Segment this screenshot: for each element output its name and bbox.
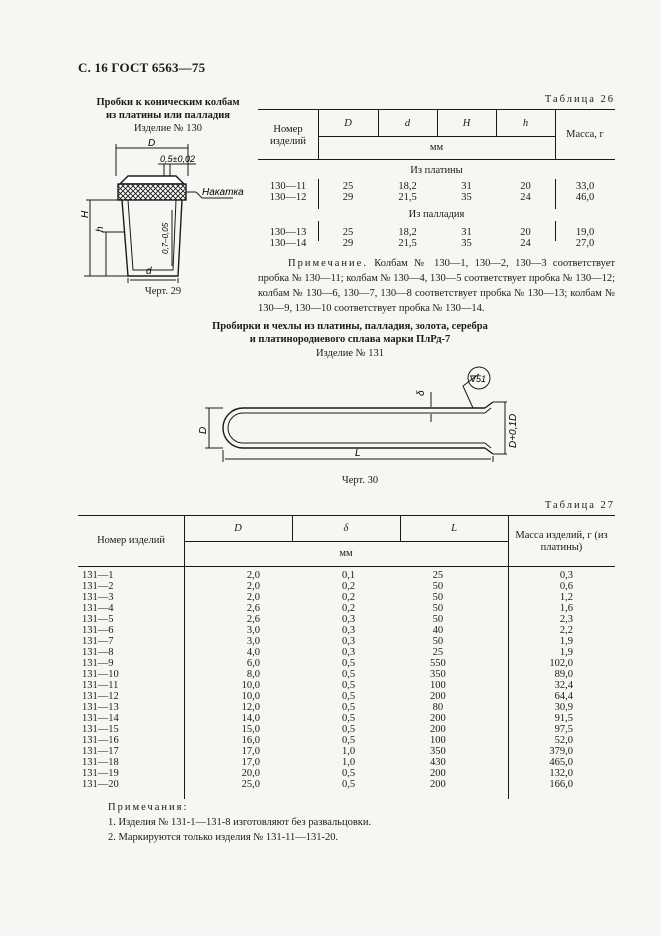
table-row bbox=[258, 192, 615, 203]
cell: 130—14 bbox=[269, 238, 307, 249]
cell: 25 bbox=[432, 570, 444, 581]
table-row bbox=[78, 735, 615, 746]
cell: 91,5 bbox=[554, 713, 573, 724]
cell: 131—15 bbox=[82, 724, 119, 735]
table26-body2 bbox=[258, 227, 615, 249]
section2-title bbox=[150, 320, 550, 346]
cell: 35 bbox=[461, 238, 472, 249]
cell: 25 bbox=[432, 647, 444, 658]
cell: 18,2 bbox=[398, 181, 417, 192]
cell: 131—7 bbox=[82, 636, 114, 647]
cell: 21,5 bbox=[398, 192, 417, 203]
section2-title-line1: Пробирки и чехлы из платины, палладия, золота, серебра bbox=[212, 321, 488, 332]
dim-d: d bbox=[146, 266, 152, 277]
cell: 131—12 bbox=[82, 691, 119, 702]
cell: 19,0 bbox=[575, 227, 595, 238]
section1-title bbox=[78, 96, 258, 122]
cell: 0,2 bbox=[341, 592, 356, 603]
cell: 131—14 bbox=[82, 713, 119, 724]
cell: 14,0 bbox=[241, 713, 261, 724]
cell: 131—6 bbox=[82, 625, 114, 636]
cell: 131—17 bbox=[82, 746, 119, 757]
dim-taper: 0,5±0,02 bbox=[160, 154, 195, 164]
page-header: С. 16 ГОСТ 6563—75 bbox=[78, 60, 206, 75]
cell: 29 bbox=[342, 192, 354, 203]
table26-col-mass: Масса, г bbox=[566, 129, 604, 140]
cell: 25,0 bbox=[241, 779, 261, 790]
cell: 0,3 bbox=[341, 636, 356, 647]
cell: 0,2 bbox=[341, 581, 356, 592]
cell: 0,5 bbox=[341, 680, 356, 691]
cell: 20 bbox=[520, 227, 531, 238]
cell: 31 bbox=[461, 181, 472, 192]
cell: 1,9 bbox=[559, 636, 573, 647]
cell: 16,0 bbox=[241, 735, 261, 746]
table-row bbox=[78, 570, 615, 581]
cell: 0,3 bbox=[559, 570, 573, 581]
roughness-label: ∇51 bbox=[470, 374, 487, 384]
cell: 379,0 bbox=[549, 746, 573, 757]
cell: 17,0 bbox=[241, 757, 261, 768]
table-row bbox=[78, 625, 615, 636]
table-row bbox=[78, 581, 615, 592]
cell: 29 bbox=[342, 238, 354, 249]
cell: 24 bbox=[520, 238, 531, 249]
table27-notes-label: Примечания: bbox=[108, 802, 189, 813]
cell: 20,0 bbox=[241, 768, 261, 779]
cell: 6,0 bbox=[246, 658, 261, 669]
cell: 100 bbox=[429, 680, 446, 691]
table27-notes bbox=[108, 800, 371, 845]
table27-unit: мм bbox=[339, 548, 353, 559]
cell: 0,1 bbox=[341, 570, 356, 581]
table26-col-H: H bbox=[462, 118, 471, 129]
cell: 2,6 bbox=[246, 614, 261, 625]
dim-D: D bbox=[148, 138, 156, 149]
cell: 15,0 bbox=[241, 724, 261, 735]
cell: 21,5 bbox=[398, 238, 417, 249]
cell: 80 bbox=[432, 702, 444, 713]
table26-col-item: Номер изделий bbox=[269, 124, 307, 147]
dim-H: H bbox=[80, 210, 91, 218]
table-row bbox=[78, 680, 615, 691]
cell: 102,0 bbox=[549, 658, 573, 669]
cell: 10,0 bbox=[241, 691, 261, 702]
stopper-drawing bbox=[78, 136, 262, 284]
cell: 350 bbox=[429, 746, 446, 757]
dim-h: h bbox=[95, 226, 106, 232]
section1-title-line1: Пробки к коническим колбам bbox=[96, 97, 240, 108]
cell: 131—20 bbox=[82, 779, 119, 790]
cell: 33,0 bbox=[575, 181, 595, 192]
cell: 200 bbox=[429, 779, 446, 790]
cell: 0,6 bbox=[559, 581, 573, 592]
table-row bbox=[78, 713, 615, 724]
cell: 131—2 bbox=[82, 581, 114, 592]
table-row bbox=[78, 779, 615, 790]
table-row bbox=[258, 181, 615, 192]
cell: 131—19 bbox=[82, 768, 119, 779]
cell: 350 bbox=[429, 669, 446, 680]
table27-header bbox=[78, 515, 615, 567]
cell: 0,5 bbox=[341, 691, 356, 702]
table27-col-item: Номер изделий bbox=[97, 535, 165, 546]
table-row bbox=[78, 603, 615, 614]
cell: 550 bbox=[429, 658, 446, 669]
caption-29: Черт. 29 bbox=[144, 286, 182, 297]
table26-note-label: Примечание. bbox=[288, 258, 368, 269]
cell: 10,0 bbox=[241, 680, 261, 691]
table-row bbox=[78, 691, 615, 702]
table-row bbox=[78, 768, 615, 779]
cell: 130—13 bbox=[269, 227, 307, 238]
cell: 132,0 bbox=[549, 768, 573, 779]
cell: 131—13 bbox=[82, 702, 119, 713]
table27-note-1: 1. Изделия № 131-1—131-8 изготовляют без развальцовки. bbox=[108, 817, 372, 828]
cell: 100 bbox=[429, 735, 446, 746]
table-row bbox=[78, 647, 615, 658]
cell: 50 bbox=[432, 592, 444, 603]
tube-drawing bbox=[195, 362, 525, 468]
cell: 131—1 bbox=[82, 570, 114, 581]
section2-title-line2: и платинородиевого сплава марки ПлРд-7 bbox=[249, 334, 451, 345]
cell: 25 bbox=[342, 227, 354, 238]
cell: 31 bbox=[461, 227, 472, 238]
cell: 131—11 bbox=[82, 680, 119, 691]
table-row bbox=[258, 238, 615, 249]
table26-group1: Из платины bbox=[410, 165, 463, 176]
cell: 0,5 bbox=[341, 779, 356, 790]
cell: 2,2 bbox=[559, 625, 573, 636]
section1-item: Изделие № 130 bbox=[133, 123, 203, 134]
cell: 2,6 bbox=[246, 603, 261, 614]
cell: 465,0 bbox=[549, 757, 573, 768]
cell: 130—12 bbox=[269, 192, 307, 203]
cell: 0,5 bbox=[341, 735, 356, 746]
cell: 27,0 bbox=[575, 238, 595, 249]
table26-group2: Из палладия bbox=[408, 209, 465, 220]
cell: 1,0 bbox=[341, 746, 356, 757]
cell: 4,0 bbox=[246, 647, 261, 658]
cell: 2,0 bbox=[246, 592, 261, 603]
dim-wall: 0,7–0,05 bbox=[161, 222, 170, 254]
cell: 2,3 bbox=[559, 614, 573, 625]
table-row bbox=[78, 658, 615, 669]
cell: 2,0 bbox=[246, 581, 261, 592]
table26-col-d: d bbox=[404, 118, 411, 129]
cell: 25 bbox=[342, 181, 354, 192]
dim-L: L bbox=[355, 448, 361, 459]
cell: 18,2 bbox=[398, 227, 417, 238]
table27-note-2: 2. Маркируются только изделия № 131-11—131-20. bbox=[108, 832, 339, 843]
cell: 200 bbox=[429, 768, 446, 779]
table26 bbox=[258, 109, 615, 241]
table26-unit: мм bbox=[429, 142, 444, 153]
cell: 0,5 bbox=[341, 724, 356, 735]
cell: 0,3 bbox=[341, 647, 356, 658]
cell: 166,0 bbox=[549, 779, 573, 790]
cell: 17,0 bbox=[241, 746, 261, 757]
cell: 0,5 bbox=[341, 713, 356, 724]
table27-col-D: D bbox=[234, 523, 242, 534]
table26-body1 bbox=[258, 181, 615, 203]
table-row bbox=[78, 592, 615, 603]
cell: 3,0 bbox=[246, 625, 261, 636]
cell: 0,5 bbox=[341, 658, 356, 669]
cell: 200 bbox=[429, 713, 446, 724]
table-row bbox=[258, 227, 615, 238]
dim-tube-D: D bbox=[198, 426, 209, 434]
cell: 131—4 bbox=[82, 603, 114, 614]
table26-note bbox=[258, 256, 615, 316]
cell: 2,0 bbox=[246, 570, 261, 581]
dim-delta: δ bbox=[416, 390, 427, 396]
cell: 46,0 bbox=[575, 192, 595, 203]
cell: 131—3 bbox=[82, 592, 114, 603]
table26-note-text: Колбам № 130—1, 130—2, 130—3 соответствует пробка № 130—11; колбам № 130—4, 130—5 соответствует пробка № 130—12; колбам № 130—6, 130—7, 130—8 соответствует пробка № 130—13; колбам № 130—9, 130—10 соответствует пробка № 130—14. bbox=[258, 258, 615, 314]
cell: 89,0 bbox=[554, 669, 573, 680]
cell: 50 bbox=[432, 581, 444, 592]
section2-item: Изделие № 131 bbox=[315, 348, 385, 359]
cell: 1,0 bbox=[341, 757, 356, 768]
cell: 0,5 bbox=[341, 669, 356, 680]
cell: 50 bbox=[432, 603, 444, 614]
table-row bbox=[78, 669, 615, 680]
cell: 3,0 bbox=[246, 636, 261, 647]
dim-tube-flare: D+0,1D bbox=[508, 413, 519, 448]
cell: 131—9 bbox=[82, 658, 114, 669]
cell: 131—18 bbox=[82, 757, 119, 768]
cell: 200 bbox=[429, 691, 446, 702]
cell: 1,2 bbox=[559, 592, 573, 603]
cell: 50 bbox=[432, 636, 444, 647]
cell: 130—11 bbox=[269, 181, 307, 192]
table-row bbox=[78, 746, 615, 757]
cell: 1,9 bbox=[559, 647, 573, 658]
cell: 12,0 bbox=[241, 702, 261, 713]
table26-col-D: D bbox=[344, 118, 352, 129]
table27-col-mass: Масса изделий, г (из платины) bbox=[515, 530, 608, 553]
table27-label: Таблица 27 bbox=[544, 500, 615, 511]
cell: 40 bbox=[432, 625, 444, 636]
cell: 32,4 bbox=[554, 680, 573, 691]
section1-title-line2: из платины или палладия bbox=[106, 110, 230, 121]
cell: 35 bbox=[461, 192, 472, 203]
cell: 8,0 bbox=[246, 669, 261, 680]
cell: 24 bbox=[520, 192, 531, 203]
cell: 64,4 bbox=[554, 691, 573, 702]
cell: 0,2 bbox=[341, 603, 356, 614]
cell: 131—8 bbox=[82, 647, 114, 658]
cell: 131—5 bbox=[82, 614, 114, 625]
cell: 131—10 bbox=[82, 669, 119, 680]
table26-col-h: h bbox=[522, 118, 529, 129]
table27-col-delta: δ bbox=[343, 523, 349, 534]
table27-body bbox=[78, 570, 615, 790]
cell: 0,3 bbox=[341, 614, 356, 625]
table27-col-L: L bbox=[451, 523, 457, 534]
cell: 97,5 bbox=[554, 724, 573, 735]
cell: 0,3 bbox=[341, 625, 356, 636]
cell: 131—16 bbox=[82, 735, 119, 746]
table-row bbox=[78, 702, 615, 713]
cell: 0,5 bbox=[341, 702, 356, 713]
table-row bbox=[78, 636, 615, 647]
cell: 20 bbox=[520, 181, 531, 192]
cell: 50 bbox=[432, 614, 444, 625]
table-row bbox=[78, 757, 615, 768]
knurl-label: Накатка bbox=[202, 187, 244, 198]
table-row bbox=[78, 724, 615, 735]
cell: 52,0 bbox=[554, 735, 573, 746]
table-row bbox=[78, 614, 615, 625]
cell: 430 bbox=[429, 757, 446, 768]
cell: 0,5 bbox=[341, 768, 356, 779]
cell: 30,9 bbox=[554, 702, 573, 713]
caption-30: Черт. 30 bbox=[341, 475, 379, 486]
table26-label: Таблица 26 bbox=[544, 94, 615, 105]
cell: 200 bbox=[429, 724, 446, 735]
cell: 1,6 bbox=[559, 603, 573, 614]
